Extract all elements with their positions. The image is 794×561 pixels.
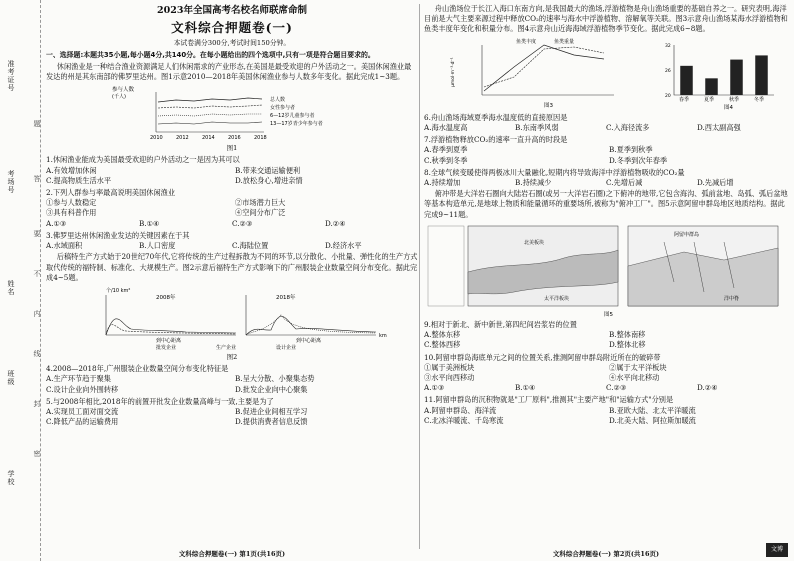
question-stem: 6.舟山渔场海域夏季海水温度低的直接原因是 (424, 112, 568, 122)
distribution-chart-fig2 (46, 285, 418, 351)
fig4-tick-label: 夏季 (704, 96, 715, 103)
fig4-bar (680, 65, 693, 94)
figure-5 (424, 222, 788, 318)
passage-4: 俯冲带是大洋岩石圈向大陆岩石圈(或另一大洋岩石圈)之下俯冲的地带,它包含海沟、弧前盆地、岛弧、弧后盆地等基本构造单元,是地球上物质和能量循环的重要场所,被称为"俯冲工厂"。图5示意阿留申群岛地区地质结构。据此完成9~11题。 (424, 189, 788, 219)
figure-1 (46, 84, 418, 142)
option-c[interactable]: C.设计企业向外围转移 (46, 384, 119, 394)
option-b[interactable]: B.呈大分散、小聚集态势 (235, 374, 315, 384)
question-stem: 9.相对于新北、新中新世,第四纪间岩浆岩的位置 (424, 319, 577, 329)
legend-production: 生产企业 (216, 344, 237, 351)
label-north-america: 北美板块 (524, 239, 545, 246)
option-c[interactable]: C.秋季到冬季 (424, 155, 468, 165)
tick-year: 2018 (254, 135, 267, 142)
option-a[interactable]: A.海水温度高 (424, 122, 468, 132)
room-number-label: 考场号 (7, 170, 15, 194)
statement-3: ③水平向西移动 (424, 372, 475, 382)
question-stem: 1.休闲渔业能成为美国最受欢迎的户外活动之一是因为其可以 (46, 155, 240, 165)
name-label: 姓名 (7, 280, 15, 296)
option-a[interactable]: A.①③ (424, 383, 445, 393)
question-10 (424, 353, 788, 394)
option-c[interactable]: C.整体西移 (424, 340, 461, 350)
option-c[interactable]: C.②③ (606, 383, 627, 393)
label-aleutian: 阿留申群岛 (674, 231, 700, 238)
exam-title: 文科综合押题卷(一) (171, 20, 293, 36)
question-stem: 3.佛罗里达州休闲渔业发达的关键因素在于其 (46, 230, 190, 240)
option-c[interactable]: C.提高物质生活水平 (46, 175, 112, 185)
option-d[interactable]: D.②④ (697, 383, 718, 393)
option-a[interactable]: A.春季到夏季 (424, 145, 468, 155)
statement-3: ③具有科普作用 (46, 208, 97, 218)
tick-year: 2012 (176, 135, 189, 142)
option-b[interactable]: B.整体南移 (609, 330, 646, 340)
fig4-bar (705, 78, 718, 95)
right-page (424, 0, 788, 561)
page-footer: 文科综合押题卷(一) 第1页(共16页) (178, 549, 286, 558)
passage-1: 休闲渔业是一种结合渔业资源满足人们休闲需求的产业形态,在美国是最受欢迎的户外活动之一。美国休闲渔业最发达的州是其东南部的佛罗里达州。图1示意2010—2018年美国休闲渔业参与人数多年变化。据此完成1~3题。 (46, 61, 412, 81)
seal-char: 题 (33, 120, 41, 127)
line-chart-fig1 (46, 84, 418, 142)
option-c[interactable]: C.北冰洋暖流、千岛寒流 (424, 415, 504, 425)
option-d[interactable]: D.西太副高强 (697, 122, 741, 132)
statement-4: ④水平向北移动 (609, 372, 660, 382)
option-a[interactable]: A.整体东移 (424, 330, 461, 340)
question-4 (46, 364, 418, 395)
option-c[interactable]: C.降低产品的运输费用 (46, 417, 119, 427)
seal-char: 要 (33, 230, 41, 237)
exam-subtitle: 2023年全国高考名校名师联席命制 (157, 5, 307, 16)
fig3-caption: 图3 (544, 102, 553, 109)
fig3-fig4-charts (424, 37, 788, 111)
option-c[interactable]: C.先增后减 (606, 177, 643, 187)
question-1 (46, 155, 418, 186)
option-c[interactable]: C.海陆位置 (232, 241, 269, 251)
fig4-ytick: 26 (665, 68, 671, 74)
option-d[interactable]: D.②④ (325, 218, 346, 228)
question-stem: 8.全球气候变暖使得两极冰川大量融化,短期内将导致海洋中浮游植物吸收的CO₂量 (424, 167, 685, 177)
class-label: 班级 (7, 370, 15, 386)
fig1-yunit: (千人) (112, 94, 126, 101)
fig4-tick-label: 秋季 (729, 96, 740, 103)
fig2-xlabel: 到中心距离 (296, 337, 322, 344)
question-2 (46, 188, 418, 229)
statement-1: ①属于美洲板块 (424, 362, 475, 372)
legend-female: 女性参与者 (270, 105, 296, 112)
legend-teens: 13—17岁青少年参与者 (270, 121, 323, 128)
exam-info: 本试卷满分300分,考试时间150分钟。 (173, 39, 291, 48)
question-8 (424, 168, 788, 188)
option-b[interactable]: B.①④ (139, 218, 160, 228)
question-6 (424, 113, 788, 133)
fig1-ylabel: 参与人数 (112, 87, 135, 94)
question-stem: 11.阿留申群岛的沉积物就是"工厂原料",推测其"主要产地"和"运输方式"分别是 (424, 395, 674, 405)
option-d[interactable]: D.冬季到次年春季 (609, 155, 668, 165)
legend-total: 总人数 (270, 97, 286, 104)
question-stem: 5.与2008年相比,2018年的前置开批发企业数量高峰与一致,主要是为了 (46, 396, 274, 406)
binding-sidebar (0, 0, 41, 561)
fig3-yunit: μmol·m⁻²·d⁻¹ (451, 56, 456, 87)
option-a[interactable]: A.生产环节趋于聚集 (46, 374, 111, 384)
option-d[interactable]: D.放松身心,增进亲情 (235, 175, 303, 185)
fig2-xunit: km (379, 332, 387, 339)
option-d[interactable]: D.批发企业向中心聚集 (235, 384, 308, 394)
fig4-bar (730, 59, 743, 94)
seal-char: 线 (33, 350, 41, 357)
option-a[interactable]: A.阿留申群岛、海洋流 (424, 405, 497, 415)
option-b[interactable]: B.促进企业间相互学习 (235, 407, 308, 417)
seal-char: 密 (33, 450, 41, 457)
option-b[interactable]: B.持续减少 (515, 177, 552, 187)
legend-wholesale: 批发企业 (156, 344, 177, 351)
fig2-xlabel: 到中心距离 (156, 337, 182, 344)
fig4-bar (755, 55, 768, 95)
fig2-caption: 图2 (226, 352, 238, 361)
option-a[interactable]: A.持续增加 (424, 177, 461, 187)
question-7 (424, 135, 788, 166)
seal-char: 封 (33, 400, 41, 407)
label-ridge: 洋中脊 (724, 295, 740, 302)
option-b[interactable]: B.亚欧大陆、北太平洋暖流 (609, 405, 696, 415)
school-label: 学校 (7, 470, 15, 486)
fig2-left-year: 2008年 (156, 294, 176, 301)
option-a[interactable]: A.水域面积 (46, 241, 83, 251)
fig2-right-year: 2018年 (276, 294, 296, 301)
option-d[interactable]: D.北美大陆、阿拉斯加暖流 (609, 415, 696, 425)
question-9 (424, 320, 788, 351)
page-divider (419, 4, 420, 549)
fig3-legend-weight: 鱼类重量 (554, 38, 575, 45)
option-b[interactable]: B.人口密度 (139, 241, 176, 251)
seal-char: 不 (33, 270, 41, 277)
option-d[interactable]: D.先减后增 (697, 177, 734, 187)
option-b[interactable]: B.东南季风弱 (515, 122, 559, 132)
figure-2 (46, 285, 418, 351)
option-c[interactable]: C.入海径流多 (606, 122, 650, 132)
question-stem: 10.阿留申群岛海底单元之间的位置关系,推测阿留申群岛附近所在的破碎带 (424, 352, 661, 362)
option-d[interactable]: D.整体北移 (609, 340, 646, 350)
fig4-ytick: 32 (665, 43, 671, 49)
question-stem: 2.下列人群参与率最高说明美国休闲渔业 (46, 187, 176, 197)
question-stem: 4.2008—2018年,广州服装企业数量空间分布变化特征是 (46, 364, 229, 374)
fig2-yunit: 个/10 km² (106, 287, 131, 294)
statement-2: ②市场潜力巨大 (235, 198, 286, 208)
label-pacific: 太平洋板块 (544, 295, 570, 302)
question-3 (46, 231, 418, 251)
tick-year: 2016 (228, 135, 241, 142)
tick-year: 2014 (202, 135, 215, 142)
fig4-caption: 图4 (724, 104, 733, 111)
statement-1: ①参与人数稳定 (46, 198, 97, 208)
section-heading: 一、选择题:本题共35小题,每小题4分,共140分。在每小题给出的四个选项中,只有一项是符合题目要求的。 (46, 50, 375, 59)
option-d[interactable]: D.提供消费者信息反馈 (235, 417, 308, 427)
option-b[interactable]: B.夏季到秋季 (609, 145, 653, 155)
option-d[interactable]: D.经济水平 (325, 241, 362, 251)
question-5 (46, 397, 418, 428)
option-a[interactable]: A.有效增加休闲 (46, 165, 97, 175)
option-a[interactable]: A.①③ (46, 218, 67, 228)
option-b[interactable]: B.①④ (515, 383, 536, 393)
statement-2: ②属于太平洋板块 (609, 362, 667, 372)
seal-char: 答 (33, 175, 41, 182)
statement-4: ④空间分布广泛 (235, 208, 286, 218)
fig3-legend-abundance: 鱼类丰度 (516, 38, 537, 45)
seal-char: 内 (33, 310, 41, 317)
legend-design: 设计企业 (276, 344, 297, 351)
fig4-ytick: 20 (665, 93, 671, 99)
question-stem: 7.浮游植物释放CO₂的速率一直升高的时段是 (424, 135, 568, 145)
option-c[interactable]: C.②③ (232, 218, 253, 228)
publisher-stamp: 文博 (766, 543, 788, 557)
fig5-caption: 图5 (604, 311, 613, 318)
passage-3: 舟山渔场位于长江入海口东南方向,是我国最大的渔场,浮游植物是舟山渔场重要的基础自养之一。研究表明,海洋目前是大气主要来源过程中释放CO₂的速率与海水中浮游植物、溶解氧等关联。图3示意舟山渔场某海水浮游植物和鱼类丰度年变化和积量分布。图4示意舟山近海海域浮游植物季节变化。据此完成6~8题。 (424, 4, 788, 34)
tick-year: 2010 (150, 135, 163, 142)
left-page (46, 0, 418, 561)
geology-diagram-fig5 (424, 222, 788, 318)
option-a[interactable]: A.实现员工面对面交流 (46, 407, 119, 417)
figures-3-4 (424, 37, 788, 111)
question-11 (424, 395, 788, 426)
fig4-tick-label: 冬季 (754, 96, 765, 103)
fig4-bar-chart (665, 43, 774, 103)
fig1-caption: 图1 (226, 144, 238, 153)
legend-children: 6—12岁儿童参与者 (270, 113, 315, 120)
option-b[interactable]: B.带来交通运输便利 (235, 165, 301, 175)
passage-2: 后稿特生产方式始于20世纪70年代,它将传统的生产过程拆散为不同的环节,以分散化、小批量、弹性化的生产方式取代传统的福特制、标准化、大规模生产。图2示意后福特生产方式影响下的广州服装企业数量空间分布变化。据此完成4~5题。 (46, 252, 418, 282)
fig4-tick-label: 春季 (679, 96, 690, 103)
page-footer: 文科综合押题卷(一) 第2页(共16页) (552, 549, 660, 558)
exam-number-label: 准考证号 (7, 60, 15, 92)
